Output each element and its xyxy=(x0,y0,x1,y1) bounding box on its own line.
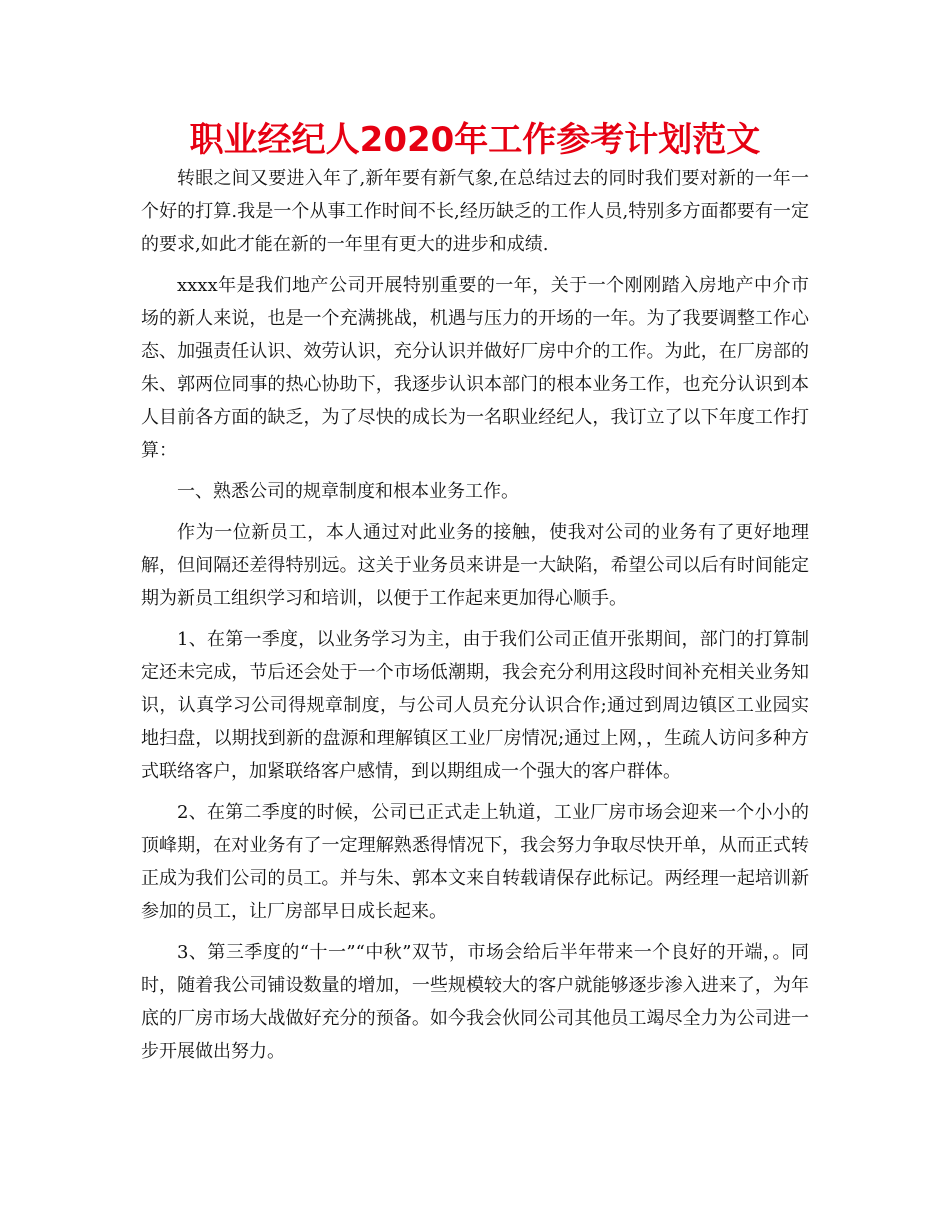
paragraph-intro: 转眼之间又要进入年了,新年要有新气象,在总结过去的同时我们要对新的一年一个好的打算.我是一个从事工作时间不长,经历缺乏的工作人员,特别多方面都要有一定的要求,如此才能在新的一年里有更大的进步和成绩. xyxy=(141,168,809,255)
document-body xyxy=(141,162,809,1076)
document-title: 职业经纪人2020年工作参考计划范文 xyxy=(189,120,761,160)
paragraph-section-heading: 一、熟悉公司的规章制度和根本业务工作。 xyxy=(177,481,519,502)
paragraph-annual-overview: xxxx年是我们地产公司开展特别重要的一年，关于一个刚刚踏入房地产中介市场的新人来说，也是一个充满挑战，机遇与压力的开场的一年。为了我要调整工作心态、加强责任认识、效劳认识，充分认识并做好厂房中介的工作。为此，在厂房部的朱、郭两位同事的热心协助下，我逐步认识本部门的根本业务工作，也充分认识到本人目前各方面的缺乏，为了尽快的成长为一名职业经纪人，我订立了以下年度工作打算： xyxy=(141,275,809,461)
paragraph-second-quarter: 2、在第二季度的时候，公司已正式走上轨道，工业厂房市场会迎来一个小小的顶峰期，在对业务有了一定理解熟悉得情况下，我会努力争取尽快开单，从而正式转正成为我们公司的员工。并与朱、郭本文来自转载请保存此标记。两经理一起培训新参加的员工，让厂房部早日成长起来。 xyxy=(141,802,809,922)
paragraph-third-quarter: 3、第三季度的“十一”“中秋”双节，市场会给后半年带来一个良好的开端，。同时，随着我公司铺设数量的增加，一些规模较大的客户就能够逐步渗入进来了，为年底的厂房市场大战做好充分的预备。如今我会伙同公司其他员工竭尽全力为公司进一步开展做出努力。 xyxy=(141,942,809,1062)
paragraph-new-employee: 作为一位新员工，本人通过对此业务的接触，使我对公司的业务有了更好地理解，但间隔还差得特别远。这关于业务员来讲是一大缺陷，希望公司以后有时间能定期为新员工组织学习和培训，以便于工作起来更加得心顺手。 xyxy=(141,522,809,609)
paragraph-first-quarter: 1、在第一季度，以业务学习为主，由于我们公司正值开张期间，部门的打算制定还未完成，节后还会处于一个市场低潮期，我会充分利用这段时间补充相关业务知识，认真学习公司得规章制度，与公司人员充分认识合作;通过到周边镇区工业园实地扫盘，以期找到新的盘源和理解镇区工业厂房情况;通过上网，，生疏人访问多种方式联络客户，加紧联络客户感情，到以期组成一个强大的客户群体。 xyxy=(141,629,809,782)
